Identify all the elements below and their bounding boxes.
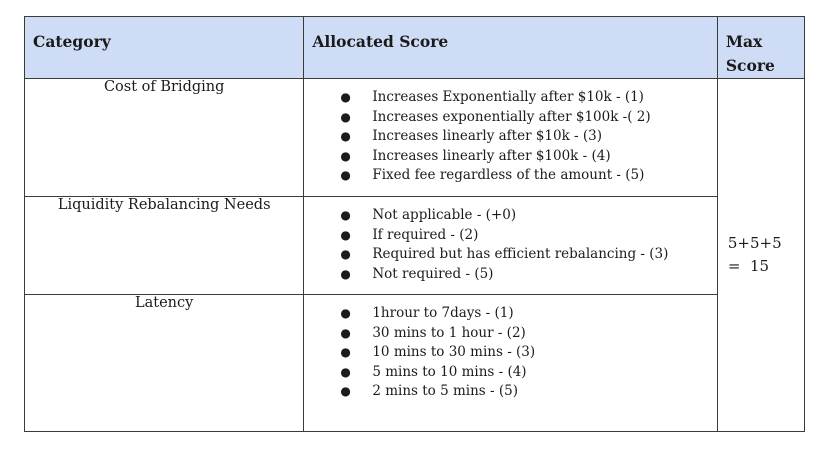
bullet-icon: ●	[340, 109, 351, 124]
bullet-icon: ●	[340, 345, 351, 359]
bullet-icon: ●	[340, 325, 351, 340]
bullet-icon: ●	[340, 148, 351, 163]
bullet-icon: ●	[340, 247, 351, 261]
bullet-icon: ●	[340, 227, 351, 242]
category-label: Cost of Bridging	[103, 79, 225, 95]
list-item: ● 10 mins to 30 mins - (3)	[340, 343, 717, 363]
max-score-sum: 5+5+5	[727, 234, 782, 252]
max-score-cell	[717, 79, 804, 432]
bullet-icon: ●	[340, 384, 351, 398]
bullet-icon: ●	[340, 208, 351, 222]
list-item: ● Increases Exponentially after $10k - (1)	[340, 88, 717, 108]
table-row	[25, 79, 805, 197]
category-label: Latency	[135, 295, 194, 311]
score-list	[304, 197, 717, 284]
list-item: ● 2 mins to 5 mins - (5)	[340, 382, 717, 402]
category-cell	[25, 197, 304, 295]
list-item: ● 1hrour to 7days - (1)	[340, 304, 717, 324]
header-allocated-score: Allocated Score	[304, 17, 718, 79]
list-item: ● Not applicable - (+0)	[340, 206, 717, 226]
bullet-icon: ●	[340, 168, 351, 182]
bullet-icon: ●	[340, 90, 351, 104]
category-label: Liquidity Rebalancing Needs	[57, 197, 271, 213]
table-row	[25, 197, 805, 295]
list-item: ● Required but has efficient rebalancing - (3)	[340, 245, 717, 265]
bullet-icon: ●	[340, 306, 351, 320]
list-item: ● Not required - (5)	[340, 265, 717, 285]
list-item: ● 30 mins to 1 hour - (2)	[340, 324, 717, 344]
category-cell	[25, 295, 304, 432]
list-item: ● If required - (2)	[340, 226, 717, 246]
header-category: Category	[25, 17, 304, 79]
list-item: ● Fixed fee regardless of the amount - (5)	[340, 166, 717, 186]
list-item: ● Increases exponentially after $100k -( 2)	[340, 108, 717, 128]
header-max-score: Max Score	[717, 17, 804, 79]
allocated-cell	[304, 197, 718, 295]
table-row	[25, 295, 805, 432]
bullet-icon: ●	[340, 129, 351, 143]
header-row	[25, 17, 805, 79]
score-list	[304, 295, 717, 402]
bullet-icon: ●	[340, 364, 351, 379]
list-item: ● Increases linearly after $10k - (3)	[340, 127, 717, 147]
score-list	[304, 79, 717, 186]
category-cell	[25, 79, 304, 197]
scoring-table	[24, 16, 805, 432]
allocated-cell	[304, 295, 718, 432]
bullet-icon: ●	[340, 266, 351, 281]
allocated-cell	[304, 79, 718, 197]
list-item: ● 5 mins to 10 mins - (4)	[340, 363, 717, 383]
list-item: ● Increases linearly after $100k - (4)	[340, 147, 717, 167]
max-score-total: = 15	[727, 257, 770, 275]
